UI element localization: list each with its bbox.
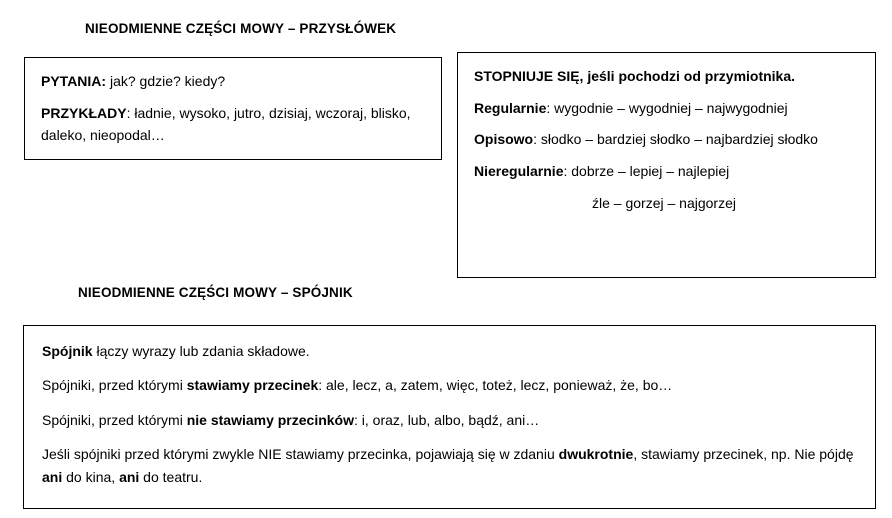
- adverb-gradation-box: [457, 52, 876, 278]
- adverb-questions-label: PYTANIA:: [41, 73, 107, 89]
- gradation-irregular-text: : dobrze – lepiej – najlepiej: [563, 163, 730, 180]
- page-title-conjunction: NIEODMIENNE CZĘŚCI MOWY – SPÓJNIK: [78, 285, 353, 300]
- adverb-examples-label: PRZYKŁADY: [41, 104, 127, 121]
- gradation-descriptive-line: [474, 128, 859, 151]
- conjunction-double-rule-emphasis1: dwukrotnie: [558, 446, 634, 463]
- adverb-examples-text: : ładnie, wysoko, jutro, dzisiaj, wczoraj, blisko, daleko, nieopodal…: [41, 104, 411, 144]
- conjunction-double-rule-line: [42, 443, 857, 488]
- conjunction-without-comma-suffix: : i, oraz, lub, albo, bądź, ani…: [354, 411, 540, 428]
- conjunction-with-comma-line: [42, 374, 857, 396]
- conjunction-with-comma-emphasis: stawiamy przecinek: [186, 377, 319, 394]
- gradation-irregular-second-line: źle – gorzej – najgorzej: [592, 194, 736, 211]
- conjunction-definition-label: Spójnik: [42, 343, 93, 359]
- gradation-irregular-line: [474, 160, 859, 183]
- adverb-questions-line: [41, 70, 425, 93]
- conjunction-double-rule-part3: do kina,: [62, 468, 120, 485]
- gradation-descriptive-label: Opisowo: [474, 131, 534, 148]
- gradation-regular-line: [474, 97, 859, 120]
- conjunction-with-comma-prefix: Spójniki, przed którymi: [42, 377, 187, 394]
- conjunction-double-rule-emphasis2: ani: [42, 468, 63, 485]
- adverb-questions-text: jak? gdzie? kiedy?: [106, 73, 226, 89]
- conjunction-box: [23, 325, 876, 509]
- conjunction-double-rule-emphasis3: ani: [119, 468, 140, 485]
- conjunction-double-rule-part1: Jeśli spójniki przed którymi zwykle NIE stawiamy przecinka, pojawiają się w zdaniu: [42, 446, 559, 463]
- conjunction-double-rule-part4: do teatru.: [139, 468, 203, 485]
- gradation-regular-label: Regularnie: [474, 99, 547, 116]
- adverb-basics-box: [24, 57, 442, 160]
- gradation-descriptive-text: : słodko – bardziej słodko – najbardziej słodko: [533, 131, 818, 148]
- conjunction-without-comma-prefix: Spójniki, przed którymi: [42, 411, 187, 428]
- conjunction-definition-line: [42, 340, 857, 362]
- page-title-adverb: NIEODMIENNE CZĘŚCI MOWY – PRZYSŁÓWEK: [85, 21, 397, 36]
- conjunction-without-comma-line: [42, 409, 857, 431]
- gradation-irregular-label: Nieregularnie: [474, 163, 564, 180]
- conjunction-without-comma-emphasis: nie stawiamy przecinków: [186, 411, 355, 428]
- gradation-regular-text: : wygodnie – wygodniej – najwygodniej: [546, 99, 788, 116]
- gradation-intro-text: STOPNIUJE SIĘ, jeśli pochodzi od przymiotnika.: [474, 68, 796, 84]
- adverb-examples-line: [41, 102, 425, 147]
- conjunction-with-comma-suffix: : ale, lecz, a, zatem, więc, toteż, lecz, ponieważ, że, bo…: [318, 377, 673, 394]
- conjunction-double-rule-part2: , stawiamy przecinek, np. Nie pójdę: [633, 446, 854, 463]
- conjunction-definition-text: łączy wyrazy lub zdania składowe.: [92, 343, 310, 359]
- gradation-intro-line: [474, 65, 859, 88]
